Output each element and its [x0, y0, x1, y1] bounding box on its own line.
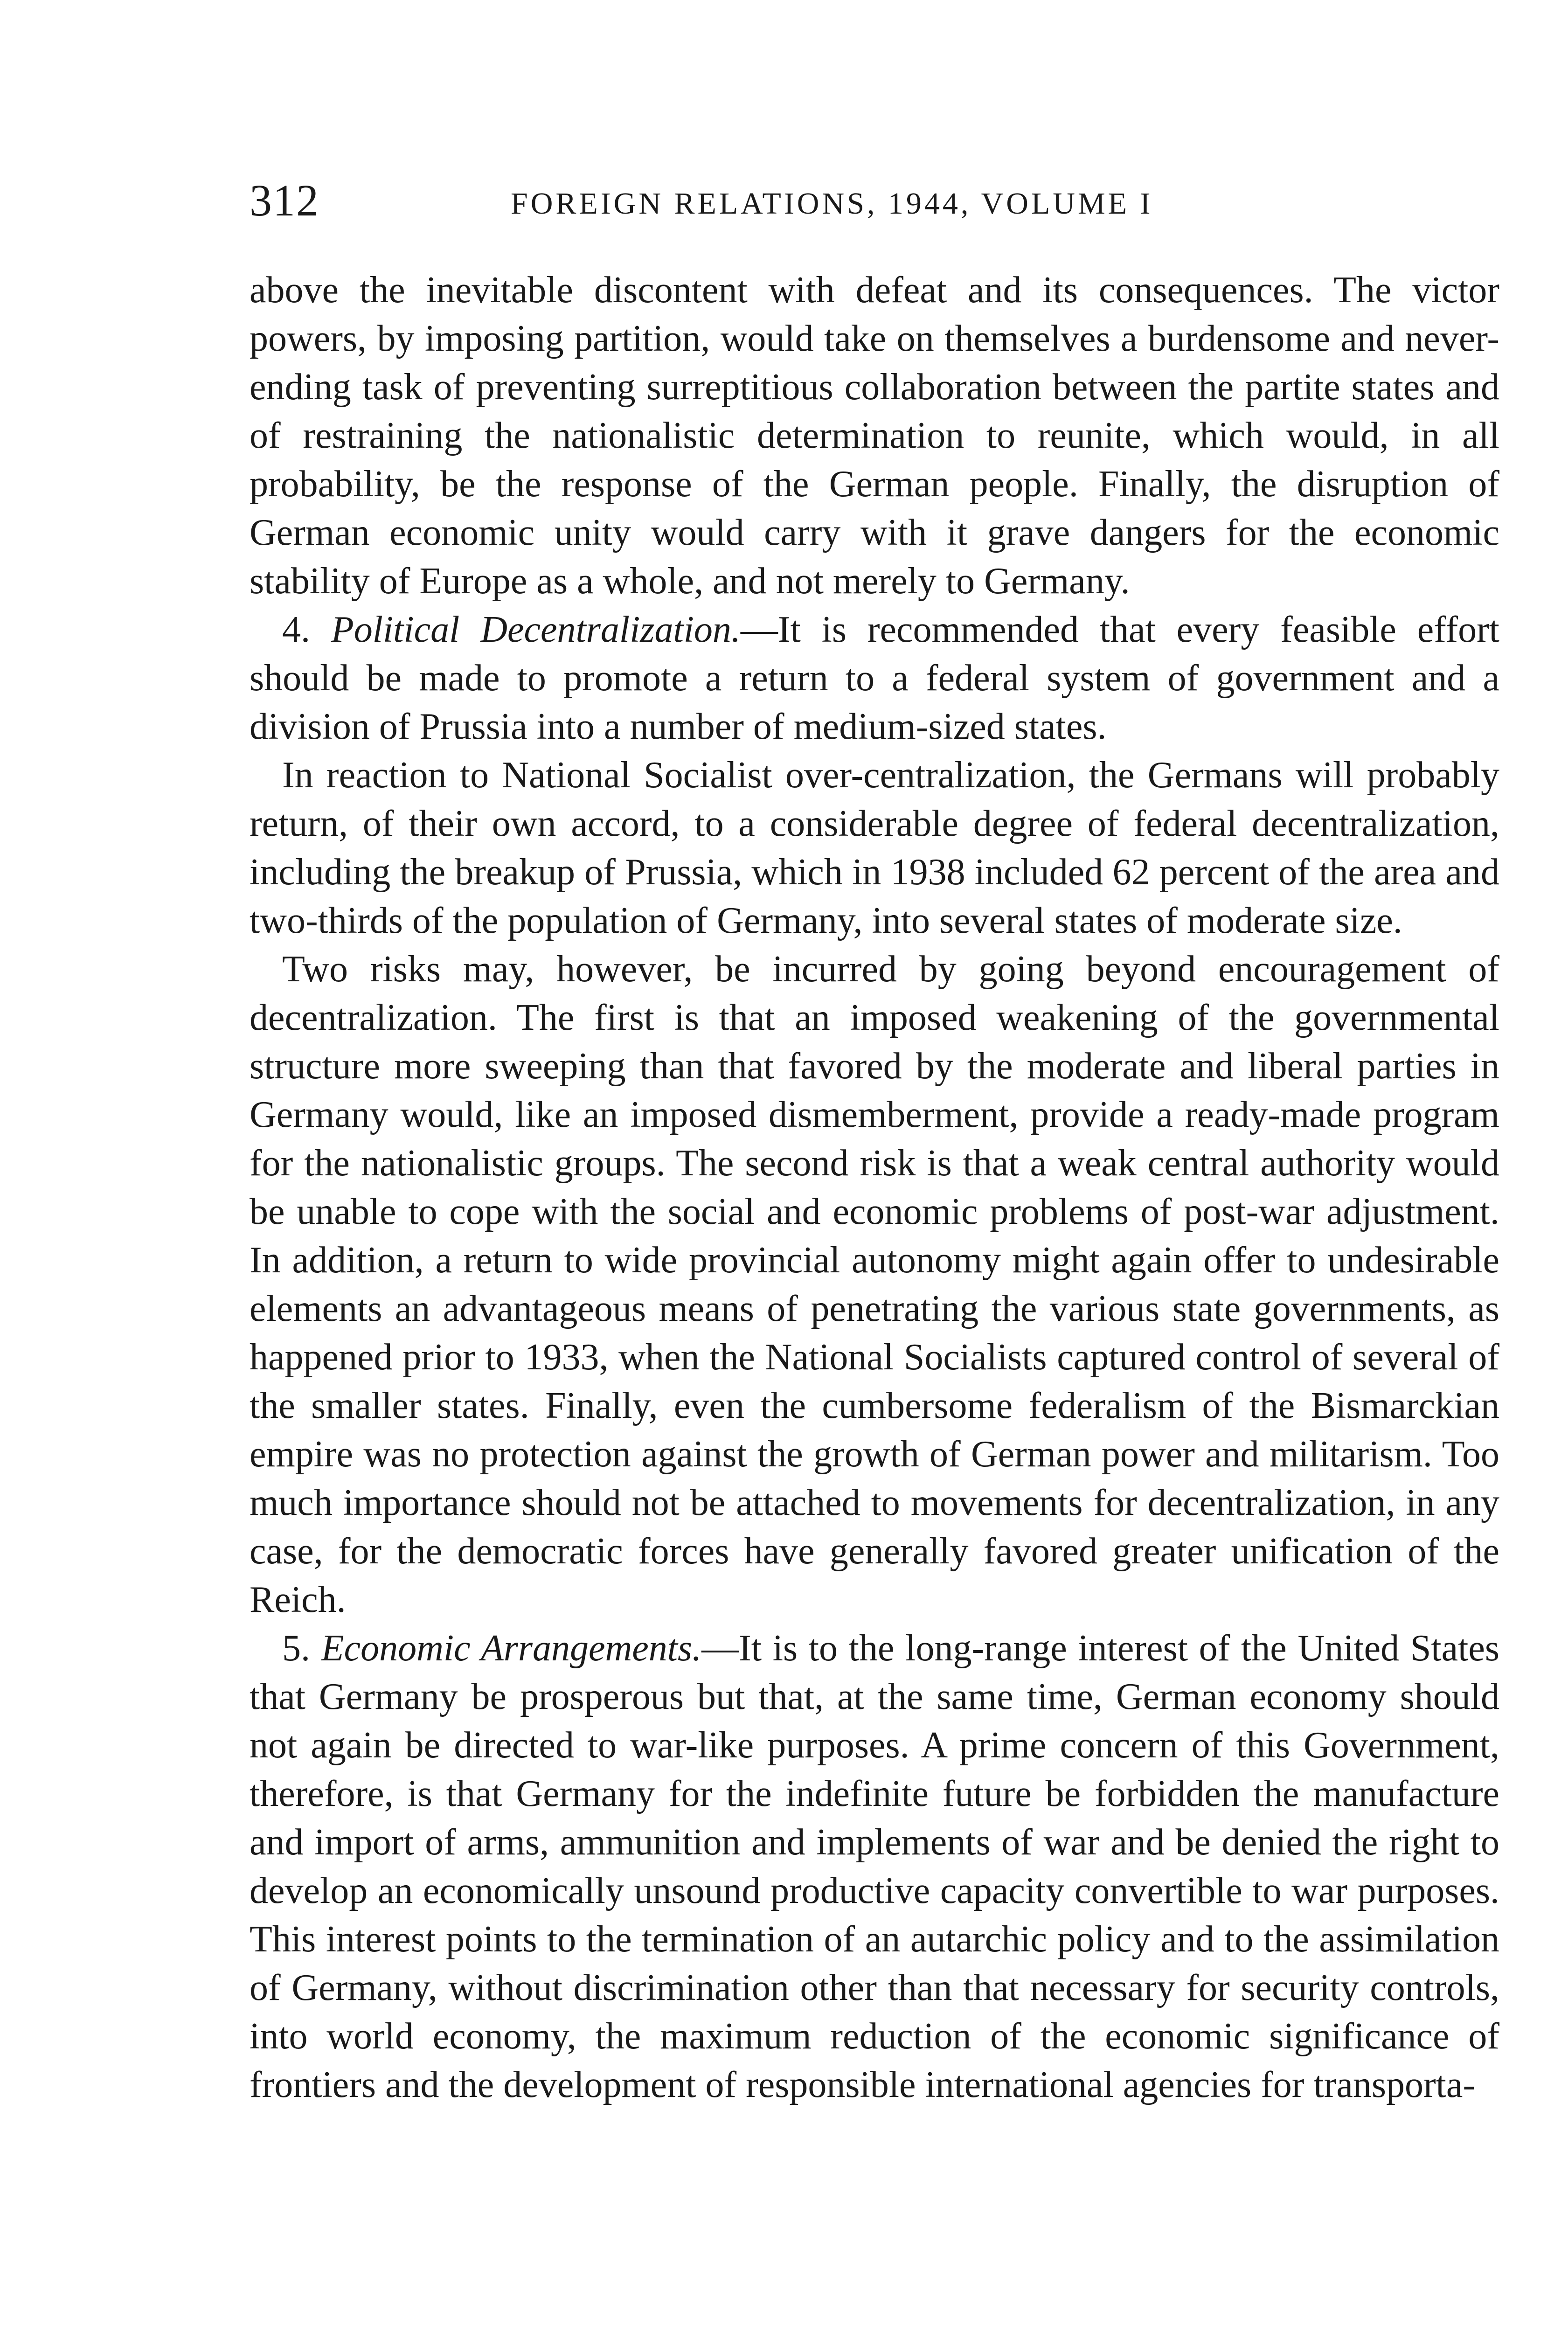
paragraph-text: —It is recommended that every feasible effort should be made to promote a return to a federal system of government and a division of Prussia into a number of medium-sized states. [250, 609, 1499, 747]
paragraph-continuation [250, 266, 1499, 605]
paragraph-reaction [250, 751, 1499, 945]
paragraph-text: In reaction to National Socialist over-centralization, the Germans will probably return, of their own accord, to a considerable degree of federal decentralization, including the breakup of Prussia, which in 1938 included 62 percent of the area and two-thirds of the population of Germany, into several states of moderate size. [250, 755, 1499, 941]
paragraph-economic-arrangements [250, 1624, 1499, 2109]
running-head-title: FOREIGN RELATIONS, 1944, VOLUME I [511, 187, 1153, 221]
section-number: 5. [282, 1628, 310, 1669]
section-number: 4. [282, 609, 310, 650]
paragraph-text: Two risks may, however, be incurred by going beyond encouragement of decentralization. The first is that an imposed weakening of the governmental structure more sweeping than that favored by the moderate and liberal parties in Germany would, like an imposed dismemberment, provide a ready-made program for the nationalistic groups. The second risk is that a weak central authority would be unable to cope with the social and economic problems of post-war adjustment. In addition, a return to wide provincial autonomy might again offer to undesirable elements an advantageous means of penetrating the various state governments, as happened prior to 1933, when the National Socialists captured control of several of the smaller states. Finally, even the cumbersome federalism of the Bismarckian empire was no protection against the growth of German power and militarism. Too much importance should not be attached to movements for decentralization, in any case, for the democratic forces have generally favored greater unification of the Reich. [250, 949, 1499, 1620]
paragraph-text: above the inevitable discontent with defeat and its consequences. The victor powers, by imposing partition, would take on themselves a burdensome and never-ending task of preventing surreptitious collaboration between the partite states and of restraining the nationalistic determination to reunite, which would, in all probability, be the response of the German people. Finally, the disruption of German economic unity would carry with it grave dangers for the economic stability of Europe as a whole, and not merely to Germany. [250, 270, 1499, 602]
body-text [250, 266, 1499, 2109]
section-heading: Economic Arrangements. [321, 1628, 702, 1669]
paragraph-political-decentralization [250, 605, 1499, 751]
paragraph-text: —It is to the long-range interest of the United States that Germany be prosperous but that, at the same time, German economy should not again be directed to war-like purposes. A prime concern of this Government, therefore, is that Germany for the indefinite future be forbidden the manufacture and import of arms, ammunition and implements of war and be denied the right to develop an economically unsound productive capacity convertible to war purposes. This interest points to the termination of an autarchic policy and to the assimilation of Germany, without discrimination other than that necessary for security controls, into world economy, the maximum reduction of the economic significance of frontiers and the development of responsible international agencies for transporta- [250, 1628, 1499, 2105]
running-head [250, 175, 1490, 226]
section-heading: Political Decentralization. [331, 609, 741, 650]
page-number: 312 [250, 175, 319, 225]
paragraph-two-risks [250, 945, 1499, 1624]
